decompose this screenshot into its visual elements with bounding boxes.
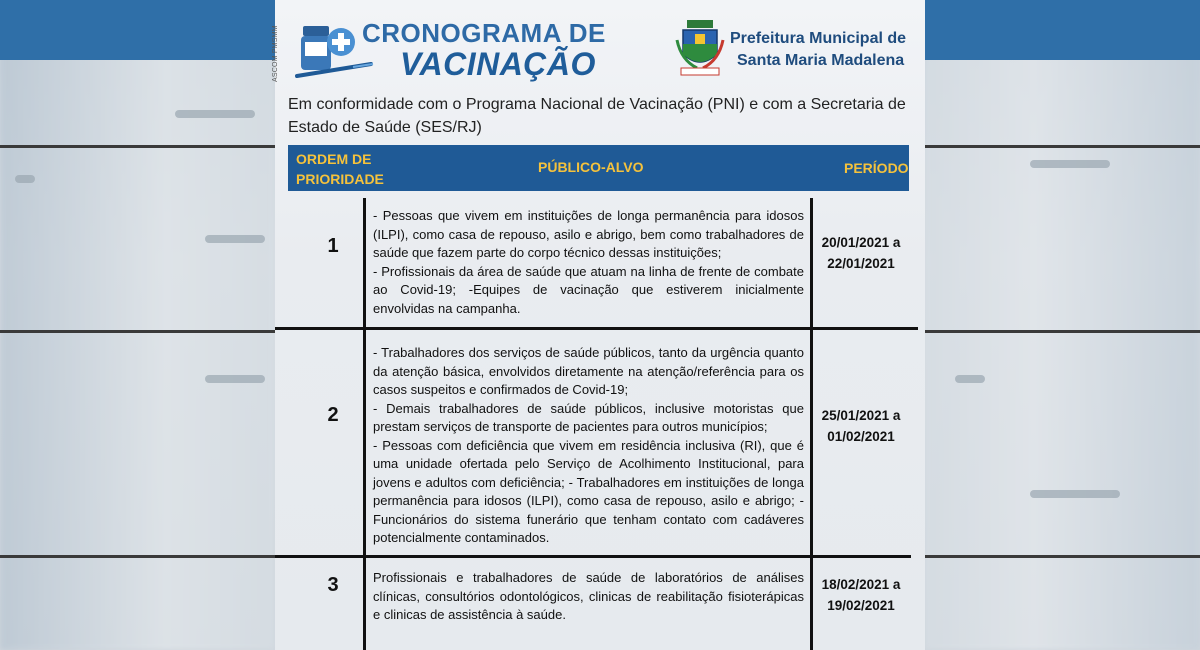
row-order-number: 3 [327,574,339,596]
background-blur-right [924,0,1200,650]
background-text-blur [1030,160,1110,168]
table-header [288,145,909,191]
background-blur-left [0,0,275,650]
header-target-public: PÚBLICO-ALVO [538,159,644,175]
background-text-blur [955,375,985,383]
municipality-name-line2: Santa Maria Madalena [737,52,905,69]
crest-icon [675,20,725,76]
table-divider-horizontal [275,327,918,330]
background-text-blur [205,375,265,383]
table-divider-horizontal [275,555,911,558]
row-period: 25/01/2021 a 01/02/2021 [821,408,901,444]
row-target-public [373,344,804,548]
target-public-line: - Pessoas que vivem em instituições de longa permanência para idosos (ILPI), como casa de repouso, asilo e abrigo, bem como trabalhadores de saúde que fazem parte do corpo técnico dessas instituições; [373,208,804,260]
credit-label: ASCOM PMSMM [272,25,279,82]
target-public-line: Profissionais e trabalhadores de saúde de laboratórios de análises clínicas, consultórios odontológicos, clinicas de reabilitação fisioterápicas e clinicas de assistência à saúde. [373,570,804,622]
target-public-line: - Trabalhadores dos serviços de saúde públicos, tanto da urgência quanto da atenção básica, envolvidos diretamente na atenção/referência para os casos suspeitos e confirmados de Covid-19; [373,345,804,397]
row-order-number: 1 [327,235,339,257]
row-period: 20/01/2021 a 22/01/2021 [821,235,901,271]
background-text-blur [175,110,255,118]
target-public-line: - Profissionais da área de saúde que atuam na linha de frente de combate ao Covid-19; -Equipes de vacinação que estiverem inicialmente envolvidas na campanha. [373,263,804,316]
row-target-public [373,207,804,318]
municipality-name-line1: Prefeitura Municipal de [730,30,907,47]
row-target-public [373,569,804,625]
table-divider-vertical [363,198,366,650]
intro-text: Em conformidade com o Programa Nacional de Vacinação (PNI) e com a Secretaria de Estado de Saúde (SES/RJ) [288,96,906,136]
background-text-blur [15,175,35,183]
target-public-line: - Pessoas com deficiência que vivem em residência inclusiva (RI), que é uma unidade ofertada pelo Serviço de Acolhimento Institucional, para jovens e adultos com deficiência; - Trabalhadores em instituições de longa permanência para idosos (ILPI), como casa de repouso, asilo e abrigo; - Funcionários do sistema funerário que tenham contato com cadáveres potencialmente contaminados. [373,437,804,545]
background-text-blur [205,235,265,243]
row-period: 18/02/2021 a 19/02/2021 [821,577,901,613]
header-period: PERÍODO [844,160,909,176]
table-divider-vertical [810,198,813,650]
background-text-blur [1030,490,1120,498]
poster-title-line1: CRONOGRAMA DE [362,18,606,48]
target-public-line: - Demais trabalhadores de saúde públicos, inclusive motoristas que prestam serviços de transporte de pacientes para outros municípios; [373,400,804,434]
poster-title-line2: VACINAÇÃO [400,46,596,82]
row-order-number: 2 [327,404,339,426]
vaccination-poster [275,0,925,650]
header-order: ORDEM DE PRIORIDADE [296,151,384,187]
